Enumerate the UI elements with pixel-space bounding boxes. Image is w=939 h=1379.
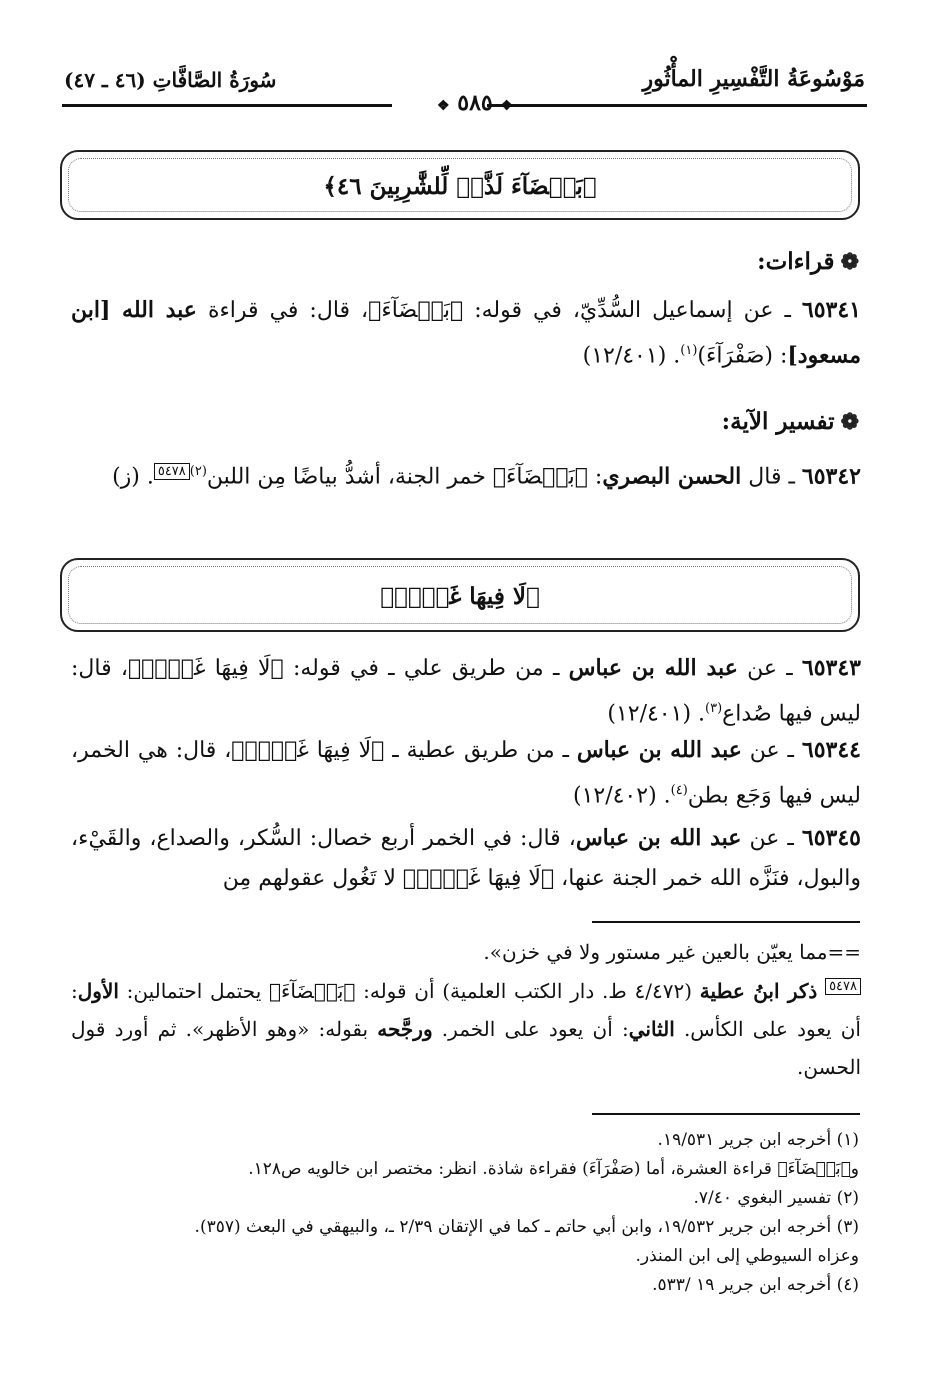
narration-bold: عبد الله بن عباس	[576, 737, 742, 763]
narration-text: ـ عن	[737, 656, 802, 681]
narration-number: ٦٥٣٤٤	[801, 737, 861, 763]
page-number: ٥٨٥	[457, 90, 493, 116]
footnote-line: (١) أخرجه ابن جرير ١٩/٥٣١.	[657, 1130, 859, 1150]
footnote-ref: (١)	[680, 343, 698, 358]
footnote-ref: (٣)	[705, 701, 723, 716]
ornament-icon: ❖	[500, 98, 513, 114]
narration-paragraph	[71, 290, 861, 376]
narration-bold: عبد الله [ابن مسعود]	[71, 297, 861, 369]
narration-text: ـ عن إسماعيل السُّدِّيّ، في قوله: ﴿بَيۡضَآءَ﴾، قال: في قراءة	[196, 298, 802, 323]
narration-bold: الحسن البصري	[602, 463, 742, 490]
surah-range: سُورَةُ الصَّافَّاتِ (٤٦ ـ ٤٧)	[64, 68, 277, 92]
footnote-ref: (٤)	[670, 783, 688, 798]
footnote-separator	[592, 921, 860, 923]
volume-ref: . (١٢/٤٠١)	[582, 343, 681, 369]
header-rule-right	[487, 104, 867, 107]
narration-paragraph	[71, 730, 861, 816]
narration-number: ٦٥٣٤٣	[801, 655, 861, 681]
narration-text: : ﴿بَيۡضَآءَ﴾ خمر الجنة، أشدُّ بياضًا مِن اللبن	[206, 464, 603, 490]
footnote-line: و﴿بَيۡضَآءَ﴾ قراءة العشرة، أما (صَفْرَآءَ) فقراءة شاذة. انظر: مختصر ابن خالويه ص١٢٨.	[248, 1159, 859, 1179]
narration-bold: عبد الله بن عباس	[568, 655, 738, 681]
narration-paragraph	[71, 818, 861, 899]
narration-text: : (صَفْرَآءَ)	[697, 343, 788, 369]
narration-paragraph	[71, 452, 861, 497]
header-rule-left	[62, 104, 392, 107]
note-bold: ورجَّحه	[377, 1017, 433, 1041]
page-number-box	[420, 90, 530, 116]
footnote-line: (٣) أخرجه ابن جرير ١٩/٥٣٢، وابن أبي حاتم ـ كما في الإتقان ٢/٣٩ ـ، والبيهقي في البعث (٣٥٧).	[194, 1217, 859, 1237]
note-text: بقوله: «وهو الأظهر». ثم أورد قول الحسن.	[71, 1017, 861, 1079]
note-text: (٤/٤٧٢ ط. دار الكتب العلمية) أن قوله: ﴿بَيۡضَآءَ﴾ يحتمل احتمالين:	[118, 979, 700, 1003]
verse-text: ﴿بَيۡضَآءَ لَذَّةٖ لِّلشَّٰرِبِينَ ٤٦﴾	[323, 173, 597, 200]
note-tag: ٥٤٧٨	[154, 463, 190, 480]
volume-ref: . (١٢/٤٠٢)	[572, 783, 671, 809]
narration-text: ، قال: في الخمر أربع خصال: السُّكر، والصداع، والقَيْء، والبول، فنَزَّه الله خمر الجنة عنها، ﴿لَا فِيهَا غَوۡلٞ﴾ لا تَغُول عقولهم مِن	[71, 826, 861, 891]
footnote-line: وعزاه السيوطي إلى ابن المنذر.	[635, 1246, 859, 1266]
note-tag: ٥٤٧٨	[825, 978, 861, 995]
heading-label: تفسير الآية:	[721, 408, 835, 435]
narration-text: ـ من طريق عطية ـ ﴿لَا فِيهَا غَوۡلٞ﴾، قال: هي الخمر، ليس فيها وَجَع بطن	[71, 738, 861, 809]
note-continuation: ==مما يعيّن بالعين غير مستور ولا في خزن».	[483, 940, 861, 964]
footnote-separator	[592, 1113, 860, 1115]
scholar-note	[71, 972, 861, 1086]
note-bold: ذكر ابنُ عطية	[699, 979, 818, 1003]
note-text: : أن يعود على الكأس.	[71, 979, 861, 1041]
ornament-icon: ❖	[437, 98, 450, 114]
narration-text: ـ عن	[741, 826, 802, 851]
narration-text: ـ قال	[741, 464, 802, 490]
verse-frame	[60, 150, 860, 220]
narration-paragraph	[71, 648, 861, 734]
narration-number: ٦٥٣٤٢	[801, 463, 861, 490]
note-bold: الثاني	[628, 1017, 675, 1041]
book-title: مَوْسُوعَةُ التَّفْسِيرِ المأْثُورِ	[642, 66, 865, 92]
narration-bold: عبد الله بن عباس	[575, 825, 742, 851]
section-heading-qiraat	[757, 248, 859, 275]
section-heading-tafsir	[722, 408, 859, 435]
heading-label: قراءات:	[757, 248, 835, 275]
volume-ref: . (١٢/٤٠١)	[607, 701, 706, 727]
footnote-ref: (٢)	[189, 464, 207, 479]
note-text: : أن يعود على الخمر.	[432, 1017, 629, 1041]
footnote-line: (٢) تفسير البغوي ٧/٤٠.	[693, 1188, 859, 1208]
footnotes	[69, 1126, 859, 1300]
footnote-line: (٤) أخرجه ابن جرير ١٩ /٥٣٣.	[652, 1275, 859, 1295]
flower-ornament-icon: ❁	[840, 409, 859, 435]
volume-ref: . (ز)	[112, 464, 154, 490]
narration-number: ٦٥٣٤١	[801, 297, 861, 323]
flower-ornament-icon: ❁	[840, 249, 859, 275]
narration-number: ٦٥٣٤٥	[801, 825, 861, 851]
note-bold: الأول	[77, 979, 119, 1003]
verse-frame	[60, 558, 860, 632]
verse-text: ﴿لَا فِيهَا غَوۡلٞ﴾	[380, 583, 540, 610]
narration-text: ـ عن	[741, 738, 802, 763]
narration-text: ـ من طريق علي ـ في قوله: ﴿لَا فِيهَا غَوۡلٞ﴾، قال: ليس فيها صُداع	[71, 656, 861, 727]
